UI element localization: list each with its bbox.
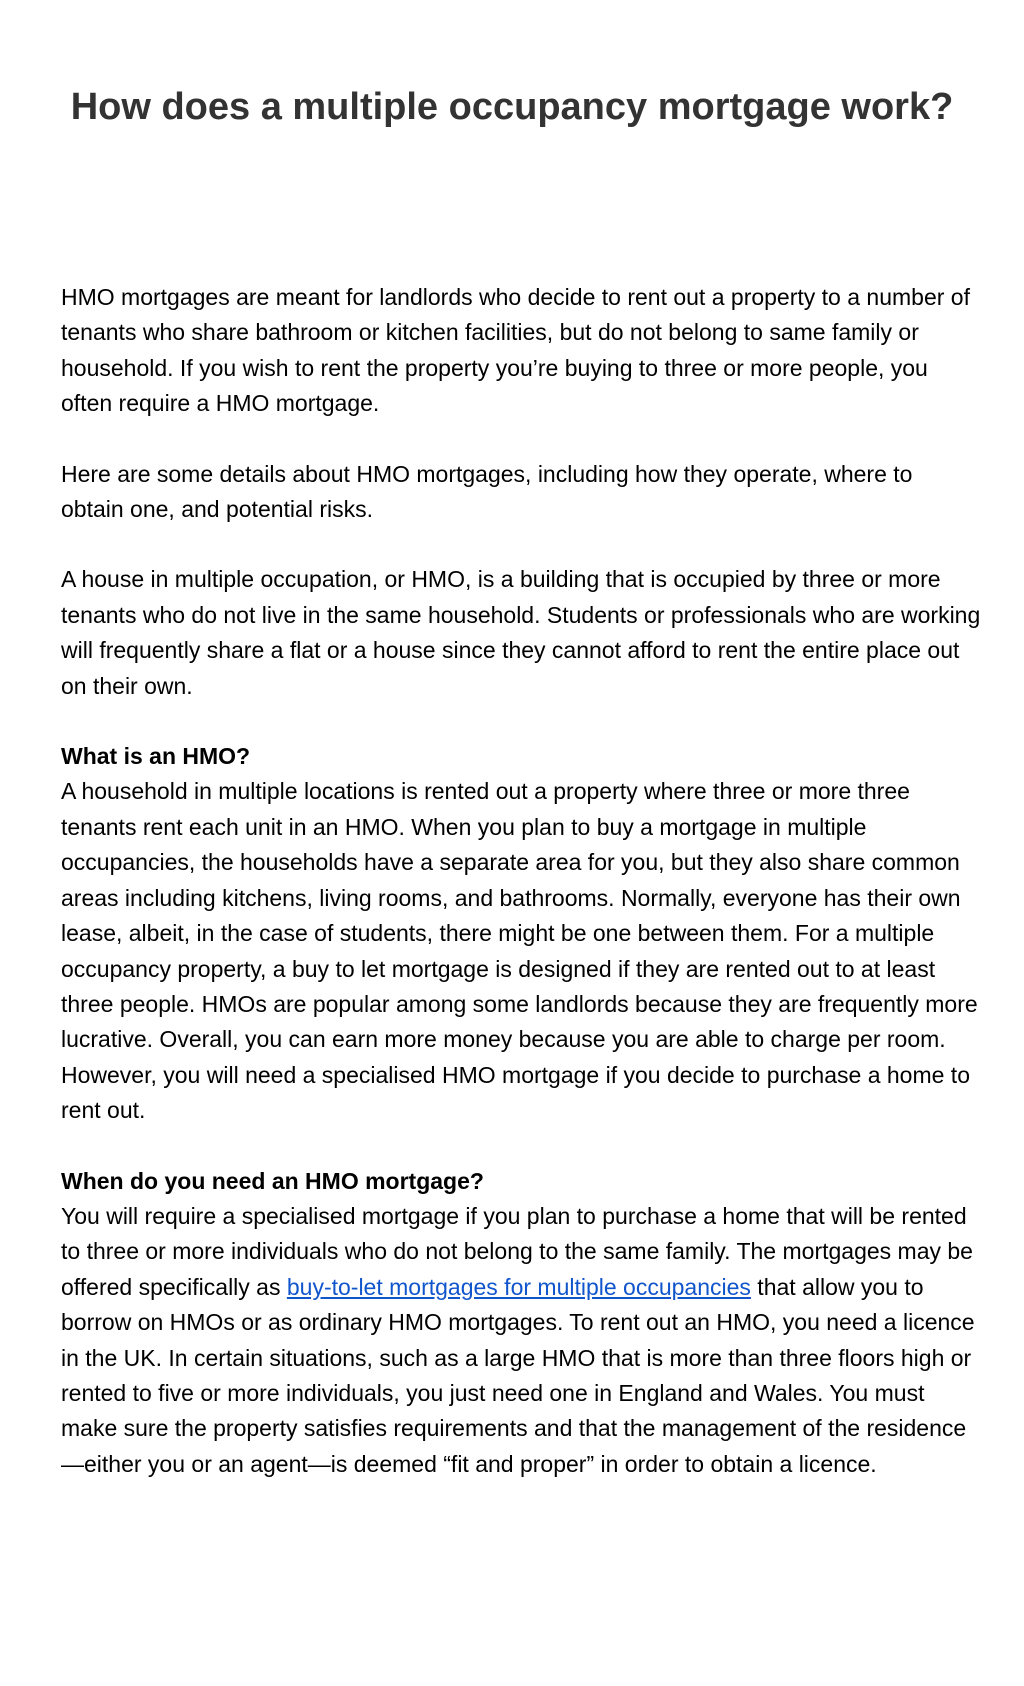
section-when-need-hmo-mortgage xyxy=(61,1164,981,1483)
page-title: How does a multiple occupancy mortgage work? xyxy=(70,86,954,128)
section-body-text: that allow you to borrow on HMOs or as ordinary HMO mortgages. To rent out an HMO, you need a licence in the UK. In certain situations, such as a large HMO that is more than three floors high or rented to five or more individuals, you just need one in England and Wales. You must make sure the property satisfies requirements and that the management of the residence—either you or an agent—is deemed “fit and proper” in order to obtain a licence. xyxy=(61,1273,975,1477)
article-body xyxy=(61,280,981,1517)
buy-to-let-mortgages-link[interactable]: buy-to-let mortgages for multiple occupancies xyxy=(286,1273,751,1300)
section-body xyxy=(61,1199,981,1482)
section-body-text: You will require a specialised mortgage if you plan to purchase a home that will be rented to three or more individuals who do not belong to the same family. The mortgages may be offered specifically as xyxy=(61,1202,973,1300)
section-heading: What is an HMO? xyxy=(61,743,251,770)
intro-paragraph: HMO mortgages are meant for landlords who decide to rent out a property to a number of tenants who share bathroom or kitchen facilities, but do not belong to same family or household. If you wish to rent the property you’re buying to three or more people, you often require a HMO mortgage. xyxy=(61,284,970,417)
section-what-is-hmo xyxy=(61,739,981,1128)
details-paragraph: Here are some details about HMO mortgages, including how they operate, where to obtain one, and potential risks. xyxy=(61,460,913,523)
hmo-definition-paragraph: A house in multiple occupation, or HMO, is a building that is occupied by three or more tenants who do not live in the same household. Students or professionals who are working will frequently share a flat or a house since they cannot afford to rent the entire place out on their own. xyxy=(61,566,981,699)
section-heading: When do you need an HMO mortgage? xyxy=(61,1167,484,1194)
section-body: A household in multiple locations is rented out a property where three or more three tenants rent each unit in an HMO. When you plan to buy a mortgage in multiple occupancies, the households have a separate area for you, but they also share common areas including kitchens, living rooms, and bathrooms. Normally, everyone has their own lease, albeit, in the case of students, there might be one between them. For a multiple occupancy property, a buy to let mortgage is designed if they are rented out to at least three people. HMOs are popular among some landlords because they are frequently more lucrative. Overall, you can earn more money because you are able to charge per room. However, you will need a specialised HMO mortgage if you decide to purchase a home to rent out. xyxy=(61,778,978,1124)
